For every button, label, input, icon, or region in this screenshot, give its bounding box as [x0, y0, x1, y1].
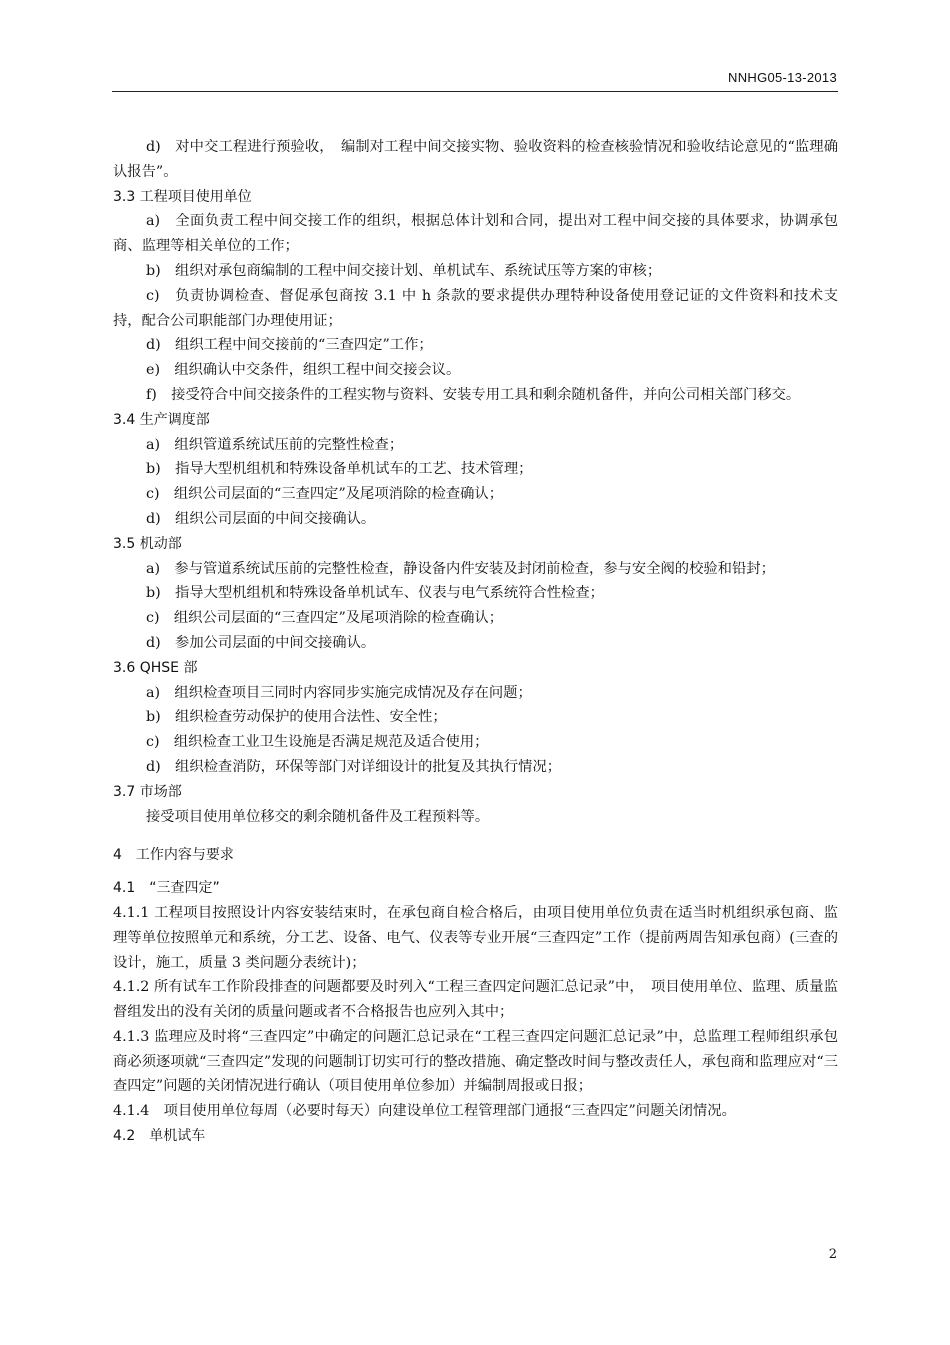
- list-item: a) 参与管道系统试压前的完整性检查，静设备内件安装及封闭前检查，参与安全阀的校验和铅封；: [146, 560, 775, 577]
- list-item: b) 组织对承包商编制的工程中间交接计划、单机试车、系统试压等方案的审核；: [146, 262, 662, 279]
- list-item: f) 接受符合中间交接条件的工程实物与资料、安装专用工具和剩余随机备件，并向公司相关部门移交。: [146, 386, 801, 403]
- list-item: c) 负责协调检查、督促承包商按 3.1 中 h 条款的要求提供办理特种设备使用登记证的文件资料和技术支持，配合公司职能部门办理使用证；: [113, 287, 838, 329]
- section-heading-3-4: 3.4 生产调度部: [113, 411, 210, 428]
- section-3-4-list: [113, 433, 838, 532]
- paragraph-4-1-2: 4.1.2 所有试车工作阶段排查的问题都要及时列入“工程三查四定问题汇总记录”中， 项目使用单位、监理、质量监督组发出的没有关闭的质量问题或者不合格报告也应列入其中；: [113, 979, 838, 1021]
- list-item: c) 组织公司层面的“三查四定”及尾项消除的检查确认；: [146, 610, 504, 627]
- list-item: d) 组织检查消防，环保等部门对详细设计的批复及其执行情况；: [146, 758, 562, 775]
- paragraph-4-1-1: 4.1.1 工程项目按照设计内容安装结束时，在承包商自检合格后，由项目使用单位负责在适当时机组织承包商、监理等单位按照单元和系统，分工艺、设备、电气、仪表等专业开展“三查四定”工作（提前两周告知承包商）(三查的设计，施工，质量 3 类问题分表统计)；: [113, 904, 838, 971]
- chapter-heading-4: 4 工作内容与要求: [113, 847, 234, 864]
- list-item: c) 组织公司层面的“三查四定”及尾项消除的检查确认；: [146, 486, 504, 503]
- list-item: b) 组织检查劳动保护的使用合法性、安全性；: [146, 709, 447, 726]
- list-item: d) 组织工程中间交接前的“三查四定”工作；: [146, 337, 433, 354]
- section-heading-3-3: 3.3 工程项目使用单位: [113, 188, 252, 205]
- list-item: a) 组织检查项目三同时内容同步实施完成情况及存在问题；: [146, 684, 532, 701]
- list-item: a) 全面负责工程中间交接工作的组织，根据总体计划和合同，提出对工程中间交接的具体要求，协调承包商、监理等相关单位的工作；: [113, 213, 838, 255]
- header-rule: [112, 91, 838, 92]
- list-item: d) 组织公司层面的中间交接确认。: [146, 510, 376, 527]
- list-item: c) 组织检查工业卫生设施是否满足规范及适合使用；: [146, 734, 489, 751]
- section-3-5-list: [113, 557, 838, 656]
- section-3-7-text: 接受项目使用单位移交的剩余随机备件及工程预料等。: [146, 808, 490, 825]
- paragraph-4-1-4: 4.1.4 项目使用单位每周（必要时每天）向建设单位工程管理部门通报“三查四定”问题关闭情况。: [113, 1103, 736, 1120]
- list-item: d) 参加公司层面的中间交接确认。: [146, 634, 376, 651]
- section-heading-3-7: 3.7 市场部: [113, 783, 182, 800]
- paragraph-4-1-3: 4.1.3 监理应及时将“三查四定”中确定的问题汇总记录在“工程三查四定问题汇总记录”中，总监理工程师组织承包商必须逐项就“三查四定”发现的问题制订切实可行的整改措施、确定整改时间与整改责任人，承包商和监理应对“三查四定”问题的关闭情况进行确认（项目使用单位参加）并编制周报或日报；: [113, 1028, 838, 1095]
- section-3-3-list: [113, 209, 838, 407]
- section-3-6-list: [113, 681, 838, 780]
- section-heading-3-5: 3.5 机动部: [113, 535, 182, 552]
- spacer: [113, 829, 838, 843]
- section-heading-4-2: 4.2 单机试车: [113, 1128, 206, 1145]
- paragraph-3-2-d: d) 对中交工程进行预验收， 编制对工程中间交接实物、验收资料的检查核验情况和验收结论意见的“监理确认报告”。: [113, 139, 838, 180]
- list-item: a) 组织管道系统试压前的完整性检查；: [146, 436, 404, 453]
- list-item: e) 组织确认中交条件，组织工程中间交接会议。: [146, 362, 461, 379]
- page-number: 2: [828, 1247, 837, 1262]
- section-heading-4-1: 4.1 “三查四定”: [113, 880, 220, 897]
- spacer: [113, 868, 838, 876]
- section-heading-3-6: 3.6 QHSE 部: [113, 659, 198, 676]
- list-item: b) 指导大型机组机和特殊设备单机试车、仪表与电气系统符合性检查；: [146, 585, 604, 602]
- document-body: [113, 135, 838, 1149]
- list-item: b) 指导大型机组机和特殊设备单机试车的工艺、技术管理；: [146, 461, 533, 478]
- document-id: NNHG05-13-2013: [728, 70, 837, 85]
